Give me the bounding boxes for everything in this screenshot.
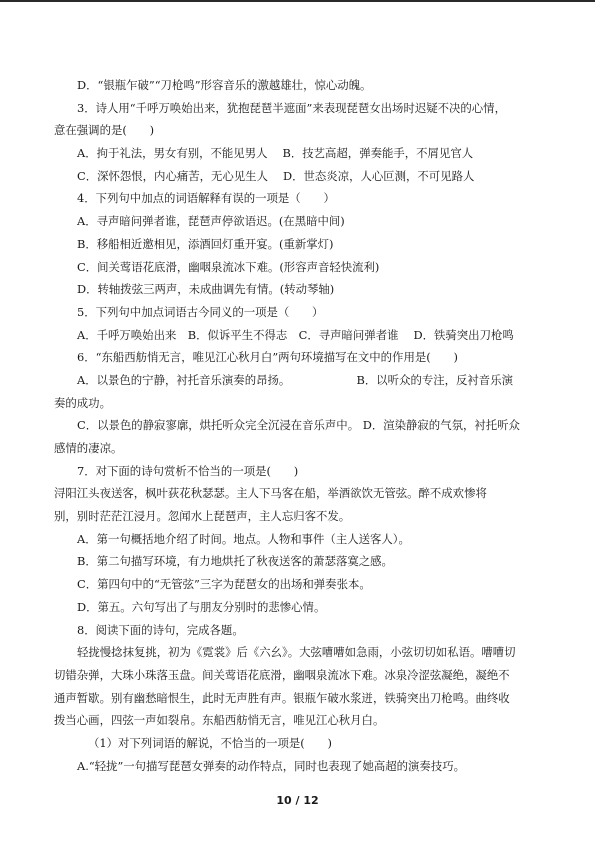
text-line: A.“轻拢”一句描写琵琶女弹奏的动作特点，同时也表现了她高超的演奏技巧。 (77, 758, 465, 773)
text-line: 3．诗人用“千呼万唤始出来，犹抱琵琶半遮面”来表现琵琶女出场时迟疑不决的心情， (77, 100, 506, 115)
text-line: D．“银瓶乍破”“刀枪鸣”形容音乐的激越雄壮，惊心动魄。 (77, 78, 372, 92)
text-line: 5．下列句中加点词语古今同义的一项是（ ） (77, 304, 324, 319)
text-line: C．深怀怨恨，内心痛苦，无心见生人 D．世态炎凉，人心叵测，不可见路人 (77, 168, 475, 183)
text-line: 奏的成功。 (54, 395, 111, 410)
text-line: A．第一句概括地介绍了时间。地点。人物和事件（主人送客人）。 (77, 531, 410, 546)
text-line: A．以景色的宁静，衬托音乐演奏的昂扬。 B．以听众的专注，反衬音乐演 (77, 372, 513, 387)
text-line: D．第五。六句写出了与朋友分别时的悲惨心情。 (77, 599, 326, 614)
text-line: 4．下列句中加点的词语解释有误的一项是（ ） (77, 191, 335, 206)
text-line: 8．阅读下面的诗句，完成各题。 (77, 622, 244, 637)
text-line: C．以景色的静寂寥廓，烘托听众完全沉浸在音乐声中。 D．渲染静寂的气氛，衬托听众 (77, 418, 520, 433)
text-line: 6．“东船西舫悄无言，唯见江心秋月白”两句环境描写在文中的作用是( ) (77, 350, 458, 365)
text-line: 轻拢慢捻抹复挑，初为《霓裳》后《六幺》。大弦嘈嘈如急雨，小弦切切如私语。嘈嘈切 (77, 645, 516, 660)
text-line: 切错杂弹，大珠小珠落玉盘。间关莺语花底滑，幽咽泉流冰下难。冰泉冷涩弦凝绝，凝绝不 (54, 667, 510, 682)
text-line: 拨当心画，四弦一声如裂帛。东船西舫悄无言，唯见江心秋月白。 (54, 713, 385, 728)
text-line: C．间关莺语花底滑，幽咽泉流冰下难。(形容声音轻快流利) (77, 259, 380, 274)
text-line: 意在强调的是( ) (54, 123, 155, 138)
text-line: 别，别时茫茫江浸月。忽闻水上琵琶声，主人忘归客不发。 (54, 509, 351, 524)
text-line: A．千呼万唤始出来 B．似诉平生不得志 C．寻声暗问弹者谁 D．铁骑突出刀枪鸣 (77, 327, 514, 342)
text-line: A．寻声暗问弹者谁，琵琶声停欲语迟。(在黑暗中间) (77, 214, 345, 229)
top-rule (0, 0, 595, 2)
document-body (54, 74, 544, 777)
text-line: 感情的凄凉。 (54, 441, 123, 455)
text-line: （1）对下列词语的解说，不恰当的一项是( ) (88, 735, 332, 750)
page-number: 10 / 12 (276, 794, 319, 807)
text-line: C．第四句中的“无管弦”三字为琵琶女的出场和弹奏张本。 (77, 577, 371, 592)
text-line: A．拘于礼法，男女有别，不能见男人 B．技艺高超，弹奏能手，不屑见官人 (77, 146, 474, 161)
text-line: 浔阳江头夜送客，枫叶荻花秋瑟瑟。主人下马客在船，举酒欲饮无管弦。醉不成欢惨将 (54, 486, 487, 501)
text-line: B．第二句描写环境，有力地烘托了秋夜送客的萧瑟落寞之感。 (77, 554, 393, 569)
text-line: D．转轴拨弦三两声，未成曲调先有情。(转动琴轴) (77, 282, 335, 297)
text-line: 通声暂歇。别有幽愁暗恨生，此时无声胜有声。银瓶乍破水浆迸，铁骑突出刀枪鸣。曲终收 (54, 690, 510, 705)
text-line: 7．对下面的诗句赏析不恰当的一项是( ) (77, 463, 299, 478)
text-line: B．移船相近邀相见，添酒回灯重开宴。(重新掌灯) (77, 236, 334, 251)
